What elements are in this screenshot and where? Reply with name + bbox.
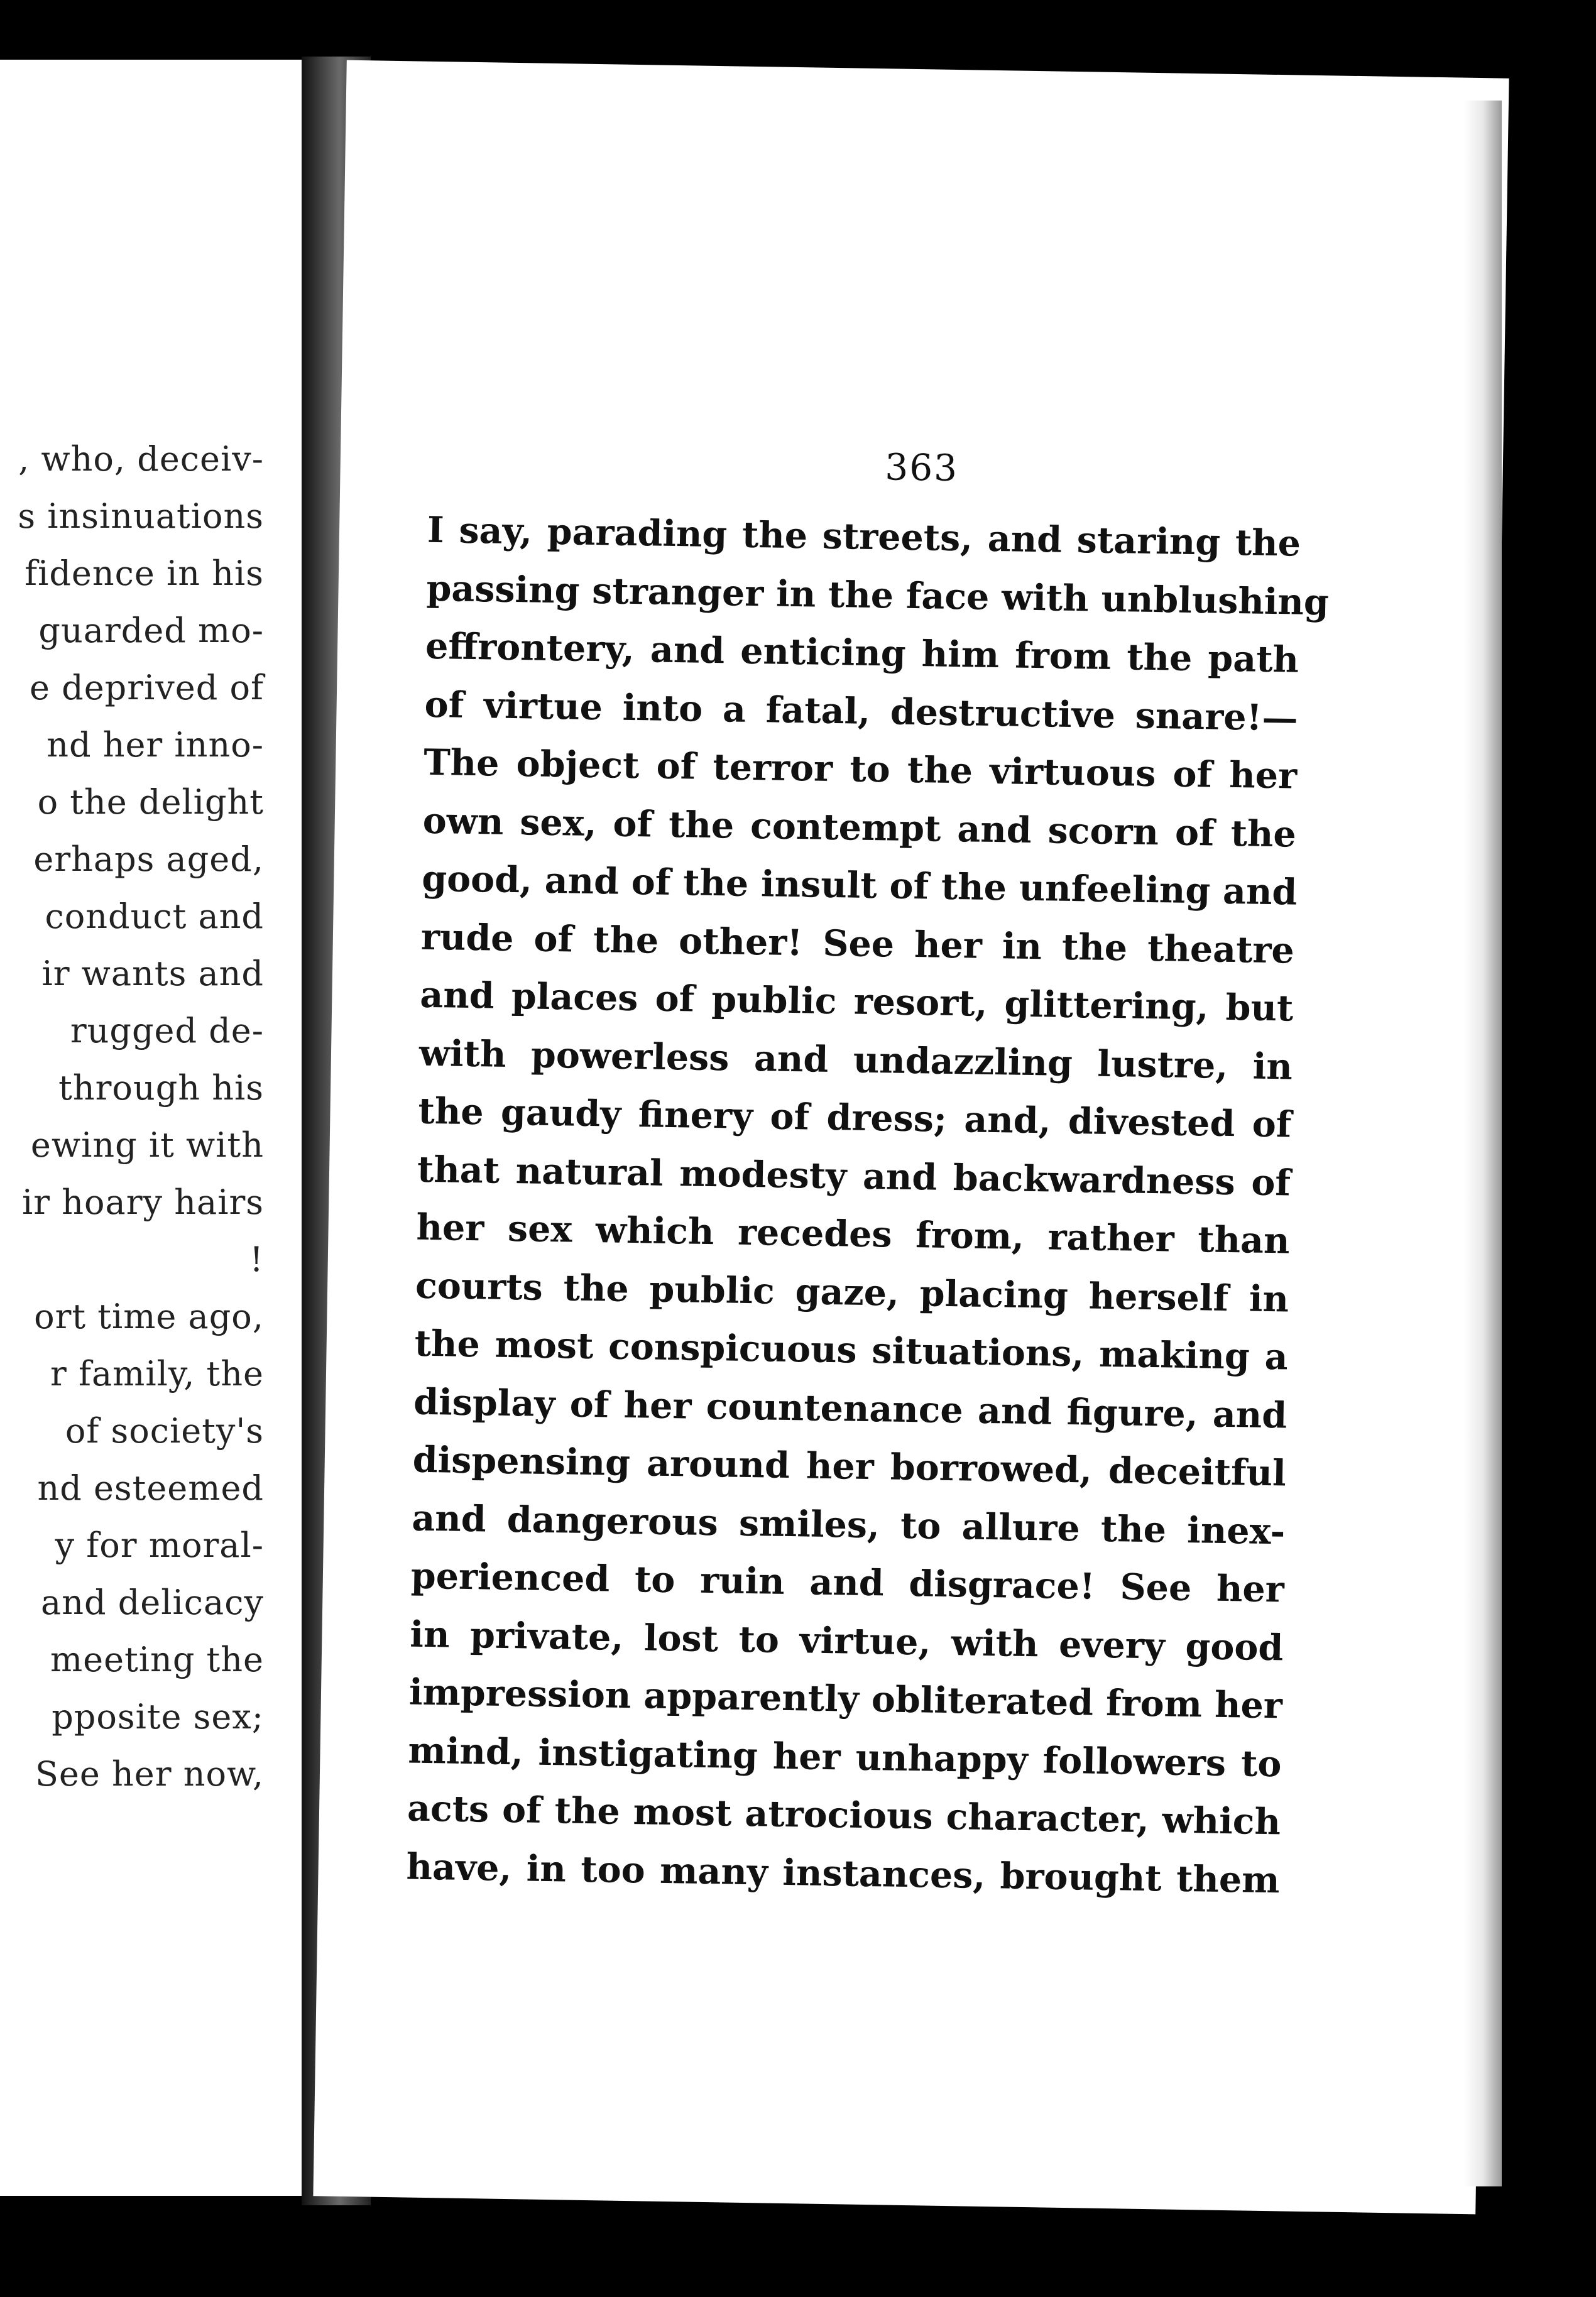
text-line: that natural modesty and backwardness of [417, 1148, 1291, 1204]
left-line: nd her inno- [46, 725, 264, 765]
text-line: impression apparently obliterated from her [408, 1671, 1283, 1727]
text-line: have, in too many instances, brought them [406, 1845, 1281, 1901]
left-line: y for moral- [55, 1525, 264, 1565]
left-line: meeting the [50, 1640, 264, 1679]
left-line: nd esteemed [37, 1468, 264, 1508]
left-page [0, 60, 302, 2196]
left-line: , who, deceiv- [18, 439, 264, 479]
text-line: perienced to ruin and disgrace! See her [410, 1554, 1285, 1611]
left-page-text [0, 430, 264, 1803]
right-page [313, 60, 1509, 2215]
left-line: ir wants and [41, 954, 264, 993]
text-line: effrontery, and enticing him from the path [425, 625, 1299, 681]
text-line: mind, instigating her unhappy followers to [408, 1729, 1282, 1785]
text-line: the most conspicuous situations, making a [414, 1322, 1289, 1378]
left-line: guarded mo- [38, 611, 264, 650]
left-line: of society's [65, 1411, 264, 1451]
text-line: The object of terror to the virtuous of her [423, 741, 1298, 797]
left-line: rugged de- [70, 1011, 264, 1050]
text-line: and dangerous smiles, to allure the inex- [411, 1497, 1286, 1552]
left-line: pposite sex; [52, 1697, 264, 1737]
left-line: o the delight [37, 782, 264, 822]
left-line: ! [249, 1240, 264, 1279]
left-line: ewing it with [30, 1125, 264, 1165]
text-line: the gaudy finery of dress; and, divested of [418, 1089, 1292, 1146]
text-line: her sex which recedes from, rather than [416, 1206, 1291, 1262]
text-line: in private, lost to virtue, with every good [409, 1613, 1284, 1669]
left-line: e deprived of [30, 668, 264, 707]
left-line: r family, the [50, 1354, 264, 1394]
left-line: conduct and [45, 897, 264, 936]
left-line: See her now, [35, 1754, 264, 1794]
text-line: passing stranger in the face with unblushing [426, 567, 1330, 623]
left-line: fidence in his [25, 554, 264, 593]
text-line: courts the public gaze, placing herself in [415, 1264, 1289, 1320]
text-line: with powerless and undazzling lustre, in [418, 1032, 1293, 1088]
text-line: and places of public resort, glittering, but [419, 973, 1294, 1030]
text-line: rude of the other! See her in the theatre [420, 915, 1295, 972]
left-line: ir hoary hairs [22, 1182, 264, 1222]
text-line: good, and of the insult of the unfeeling and [421, 857, 1298, 914]
page-number: 363 [884, 445, 959, 490]
right-page-text [406, 501, 1330, 1910]
left-line: through his [58, 1068, 264, 1108]
text-line: dispensing around her borrowed, deceitful [412, 1438, 1287, 1495]
text-line: display of her countenance and figure, and [413, 1380, 1287, 1436]
text-line: I say, parading the streets, and staring the [427, 508, 1301, 565]
text-line: acts of the most atrocious character, which [407, 1787, 1281, 1843]
left-line: ort time ago, [34, 1297, 264, 1336]
left-line: s insinuations [18, 496, 264, 536]
left-line: and delicacy [41, 1583, 264, 1622]
page-edge [1464, 101, 1502, 2186]
text-line: of virtue into a fatal, destructive snare!— [424, 683, 1299, 739]
text-line: own sex, of the contempt and scorn of the [422, 799, 1297, 856]
left-line: erhaps aged, [33, 839, 264, 879]
